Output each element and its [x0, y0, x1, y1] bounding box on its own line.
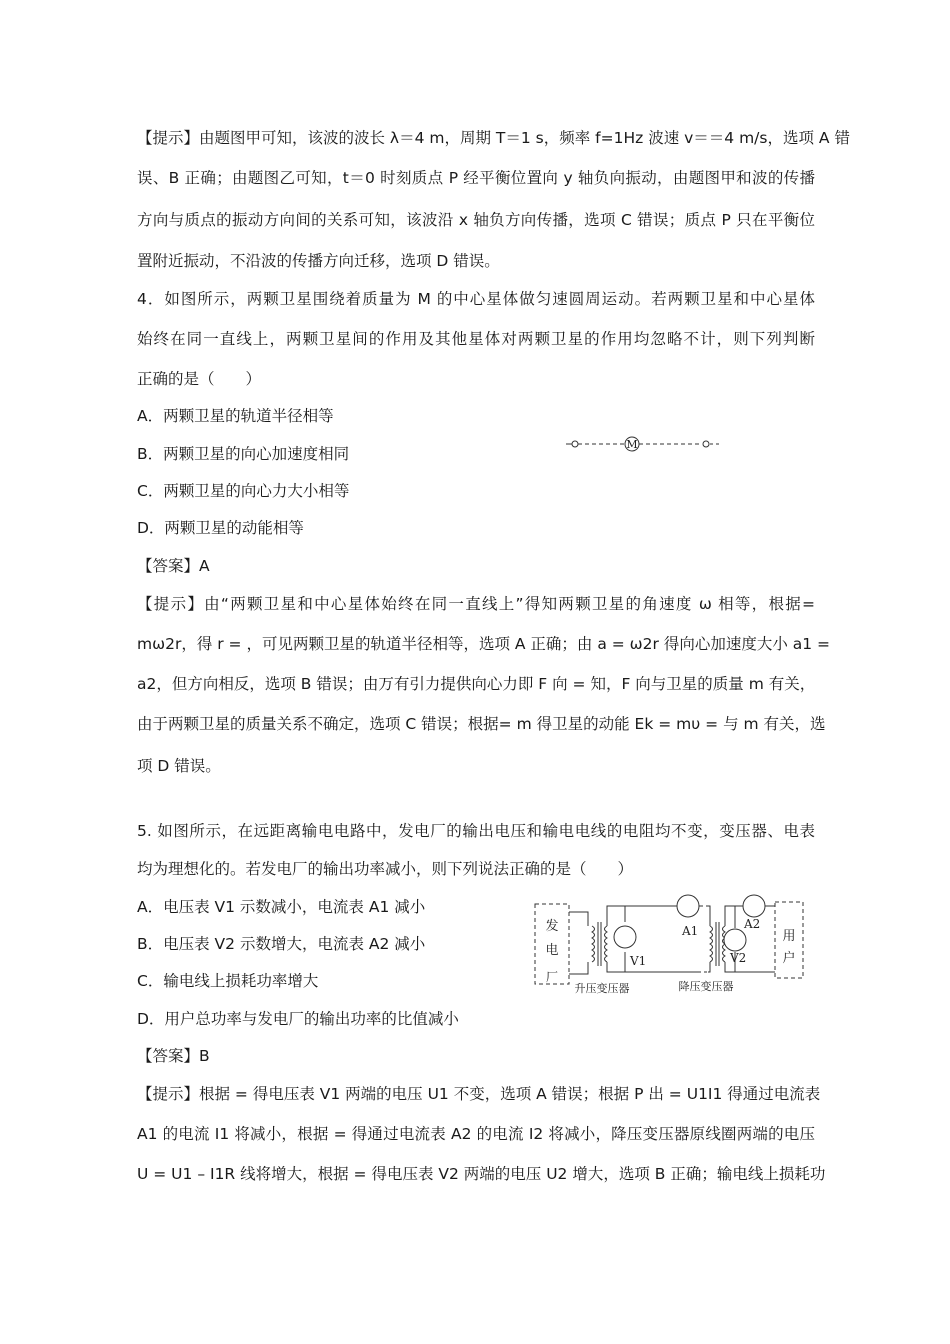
a1-label: A1 [682, 924, 699, 938]
q5-stem-line-2: 均为理想化的。若发电厂的输出功率减小，则下列说法正确的是（ ） [137, 860, 634, 878]
step-down-label: 降压变压器 [678, 980, 734, 993]
plant-char-1: 发 [545, 919, 559, 934]
q4-hint-line-5: 项 D 错误。 [137, 757, 221, 775]
q4-hint-line-3: a2，但方向相反，选项 B 错误；由万有引力提供向心力即 F 向 = 知，F 向与卫星的质量 m 有关， [137, 675, 816, 693]
a2-label: A2 [744, 917, 761, 931]
v1-label: V1 [630, 954, 647, 968]
user-char-2: 户 [782, 951, 796, 966]
hint1-line-1: 【提示】由题图甲可知，该波的波长 λ＝4 m，周期 T＝1 s，频率 f=1Hz 波速 v＝＝4 m/s，选项 A 错 [137, 129, 850, 147]
plant-char-2: 电 [545, 943, 559, 958]
q5-circuit-figure [530, 888, 810, 998]
q4-option-c: C．两颗卫星的向心力大小相等 [137, 482, 350, 500]
voltmeter-v2 [724, 929, 746, 951]
q4-option-a: A．两颗卫星的轨道半径相等 [137, 407, 334, 425]
hint1-line-3: 方向与质点的振动方向间的关系可知，该波沿 x 轴负方向传播，选项 C 错误；质点 P 只在平衡位 [137, 211, 815, 229]
q5-option-d: D．用户总功率与发电厂的输出功率的比值减小 [137, 1010, 459, 1028]
q4-stem-line-3: 正确的是（ ） [137, 370, 262, 388]
q4-stem-line-1: 4．如图所示，两颗卫星围绕着质量为 M 的中心星体做匀速圆周运动。若两颗卫星和中心星体 [137, 290, 815, 308]
central-star-label: M [626, 438, 638, 451]
q5-option-a: A．电压表 V1 示数减小，电流表 A1 减小 [137, 898, 426, 916]
q5-option-b: B．电压表 V2 示数增大，电流表 A2 减小 [137, 935, 426, 953]
q4-stem-line-2: 始终在同一直线上，两颗卫星间的作用及其他星体对两颗卫星的作用均忽略不计，则下列判断 [137, 330, 815, 348]
q5-option-c: C．输电线上损耗功率增大 [137, 972, 319, 990]
satellite-left [572, 441, 578, 447]
step-up-label: 升压变压器 [574, 982, 630, 995]
q5-stem-line-1: 5. 如图所示，在远距离输电电路中，发电厂的输出电压和输电电线的电阻均不变，变压器、电表 [137, 822, 815, 840]
hint1-line-4: 置附近振动，不沿波的传播方向迁移，选项 D 错误。 [137, 252, 500, 270]
q4-hint-line-2: mω2r，得 r = ，可见两颗卫星的轨道半径相等，选项 A 正确；由 a = ω2r 得向心加速度大小 a1 = [137, 635, 831, 653]
v2-label: V2 [730, 951, 747, 965]
q4-hint-line-4: 由于两颗卫星的质量关系不确定，选项 C 错误；根据= m 得卫星的动能 Ek = mυ = 与 m 有关，选 [137, 715, 826, 733]
plant-char-3: 厂 [545, 970, 559, 984]
q4-answer: 【答案】A [137, 557, 210, 575]
q5-hint-line-1: 【提示】根据 = 得电压表 V1 两端的电压 U1 不变，选项 A 错误；根据 P 出 = U1I1 得通过电流表 [137, 1085, 821, 1103]
ammeter-a2 [743, 895, 765, 917]
ammeter-a1 [677, 895, 699, 917]
step-up-primary-coil [592, 926, 595, 962]
step-up-secondary-coil [605, 926, 608, 962]
q5-answer: 【答案】B [137, 1047, 210, 1065]
q4-hint-line-1: 【提示】由“两颗卫星和中心星体始终在同一直线上”得知两颗卫星的角速度 ω 相等，根据= [137, 595, 815, 613]
q5-hint-line-2: A1 的电流 I1 将减小，根据 = 得通过电流表 A2 的电流 I2 将减小，降压变压器原线圈两端的电压 [137, 1125, 815, 1143]
q4-satellite-figure [560, 432, 730, 456]
q5-hint-line-3: U = U1 – I1R 线将增大，根据 = 得电压表 V2 两端的电压 U2 增大，选项 B 正确；输电线上损耗功 [137, 1165, 826, 1183]
satellite-right [703, 441, 709, 447]
q4-option-d: D．两颗卫星的动能相等 [137, 519, 304, 537]
q4-option-b: B．两颗卫星的向心加速度相同 [137, 445, 350, 463]
user-char-1: 用 [782, 929, 796, 944]
hint1-line-2: 误、B 正确；由题图乙可知，t＝0 时刻质点 P 经平衡位置向 y 轴负向振动，由题图甲和波的传播 [137, 169, 815, 187]
voltmeter-v1 [614, 926, 636, 948]
step-down-primary-coil [710, 926, 713, 962]
